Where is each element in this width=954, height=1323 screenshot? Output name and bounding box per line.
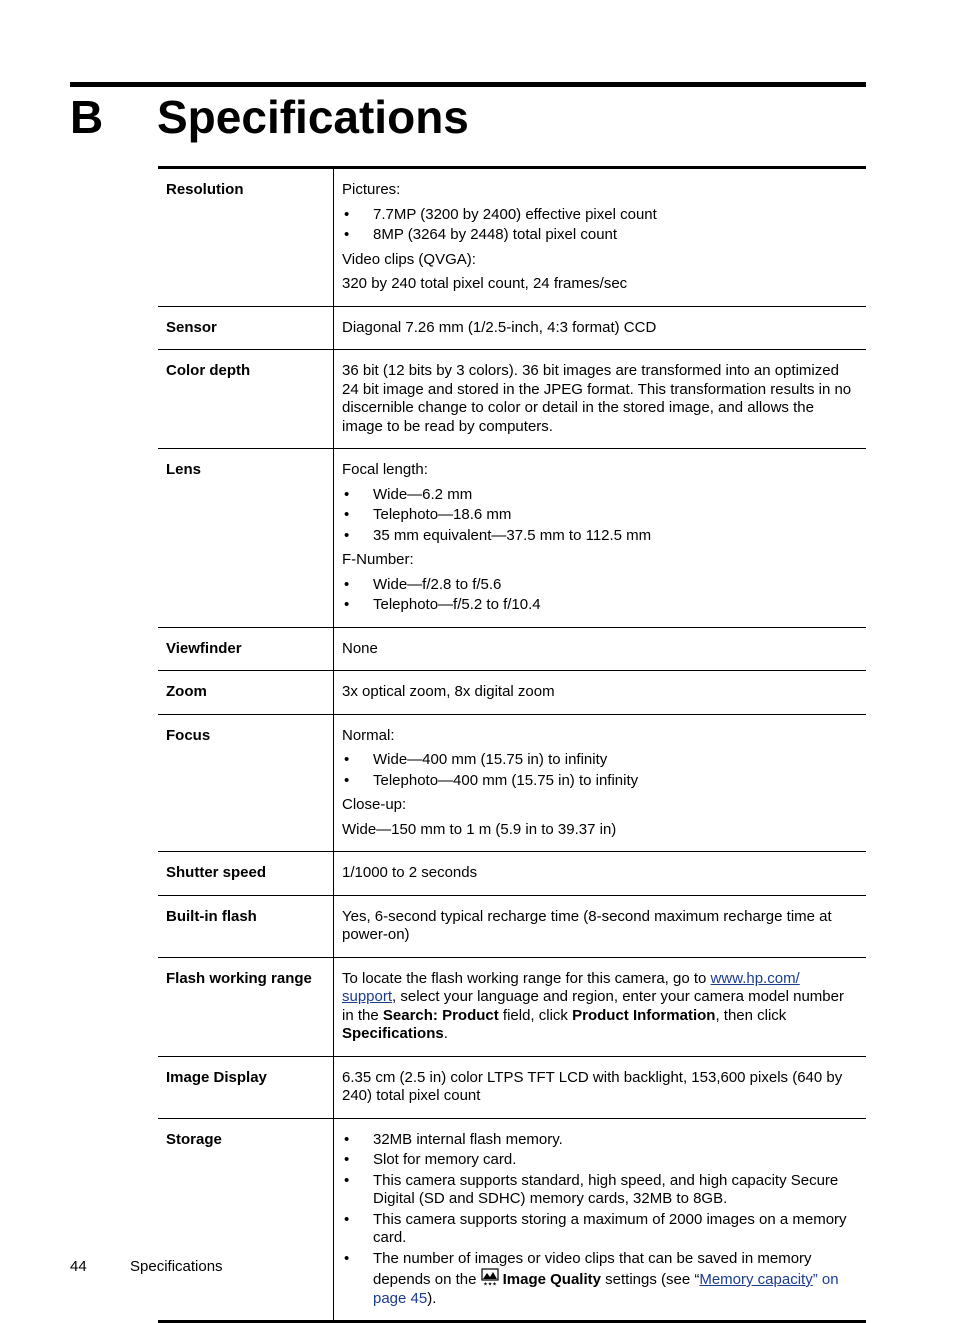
spec-row-color-depth	[158, 349, 866, 448]
text-run: ).	[427, 1289, 437, 1307]
specifications-table	[158, 166, 866, 1323]
spec-row-lens	[158, 448, 866, 627]
text-run: To locate the flash working range for this camera, go to	[342, 969, 711, 987]
text-run: settings (see “	[600, 1271, 700, 1288]
spec-value	[334, 628, 866, 671]
list-item	[342, 1250, 858, 1309]
spec-label: Image Display	[158, 1057, 334, 1118]
search-product-field-name: Search: Product	[382, 1006, 499, 1024]
link-part: www.hp.com/	[710, 969, 800, 987]
image-quality-icon	[481, 1268, 499, 1286]
text-run: , select your language and region, enter your camera model number in the	[342, 988, 844, 1024]
video-detail: 320 by 240 total pixel count, 24 frames/sec	[342, 275, 628, 292]
list-item: • Wide—f/2.8 to f/5.6	[342, 576, 858, 595]
flash-value: Yes, 6-second typical recharge time (8-second maximum recharge time at power-on)	[342, 907, 832, 943]
text-run: field, click	[498, 1006, 573, 1024]
spec-label: Lens	[158, 449, 334, 627]
focal-list	[342, 486, 858, 546]
spec-value	[334, 307, 866, 350]
link-part: support	[342, 988, 393, 1005]
closeup-detail: Wide—150 mm to 1 m (5.9 in to 39.37 in)	[342, 820, 617, 838]
spec-label: Sensor	[158, 307, 334, 350]
image-display-value: 6.35 cm (2.5 in) color LTPS TFT LCD with backlight, 153,600 pixels (640 by 240) total pixel count	[342, 1068, 843, 1104]
spec-row-sensor	[158, 306, 866, 350]
image-quality-name: Image Quality	[502, 1271, 601, 1288]
normal-list	[342, 751, 858, 790]
normal-heading: Normal:	[342, 726, 395, 744]
spec-value	[334, 449, 866, 627]
text-run: The number of images or video clips that can be saved in memory depends on the	[373, 1249, 812, 1288]
spec-row-focus	[158, 714, 866, 852]
spec-label: Viewfinder	[158, 628, 334, 671]
spec-value	[334, 896, 866, 957]
list-item: • Wide—6.2 mm	[342, 486, 858, 505]
spec-row-zoom	[158, 670, 866, 714]
list-item: • Wide—400 mm (15.75 in) to infinity	[342, 751, 858, 770]
spec-value	[334, 715, 866, 852]
fnumber-heading: F-Number:	[342, 551, 414, 568]
product-information-name: Product Information	[572, 1006, 716, 1024]
spec-row-resolution	[158, 169, 866, 306]
text-run: .	[443, 1025, 448, 1042]
spec-value	[334, 852, 866, 895]
spec-label: Built-in flash	[158, 896, 334, 957]
chapter-top-rule	[70, 82, 866, 87]
video-heading: Video clips (QVGA):	[342, 250, 476, 268]
focal-heading: Focal length:	[342, 461, 428, 478]
spec-label: Storage	[158, 1119, 334, 1321]
shutter-value: 1/1000 to 2 seconds	[342, 864, 478, 881]
viewfinder-value: None	[342, 639, 378, 657]
page-reference[interactable]: ” on page 45	[373, 1271, 839, 1307]
list-item: • Telephoto—f/5.2 to f/10.4	[342, 596, 858, 615]
pictures-heading: Pictures:	[342, 181, 401, 198]
list-item: • Telephoto—18.6 mm	[342, 506, 858, 525]
storage-list	[342, 1131, 858, 1309]
footer-section-title: Specifications	[130, 1258, 223, 1275]
memory-capacity-link[interactable]: Memory capacity	[699, 1271, 813, 1288]
list-item: • This camera supports storing a maximum of 2000 images on a memory card.	[342, 1211, 858, 1248]
closeup-heading: Close-up:	[342, 796, 407, 813]
spec-row-storage	[158, 1118, 866, 1321]
spec-row-image-display	[158, 1056, 866, 1118]
list-item: • 32MB internal flash memory.	[342, 1131, 858, 1150]
spec-value	[334, 958, 866, 1056]
chapter-title: Specifications	[157, 91, 469, 143]
spec-row-shutter-speed	[158, 851, 866, 895]
spec-value	[334, 1119, 866, 1321]
text-run: , then click	[715, 1006, 787, 1024]
list-item: • This camera supports standard, high speed, and high capacity Secure Digital (SD and SDHC) memory cards, 32MB to 8GB.	[342, 1172, 858, 1209]
pictures-list	[342, 206, 858, 245]
chapter-letter: B	[70, 91, 104, 143]
list-item: • 7.7MP (3200 by 2400) effective pixel count	[342, 206, 858, 225]
list-item: • Slot for memory card.	[342, 1151, 858, 1170]
zoom-value: 3x optical zoom, 8x digital zoom	[342, 683, 555, 700]
specifications-name: Specifications	[342, 1025, 444, 1042]
spec-value	[334, 671, 866, 714]
color-depth-value: 36 bit (12 bits by 3 colors). 36 bit images are transformed into an optimized 24 bit image and stored in the JPEG format. This transformation results in no discernible change to color or detail in the stored image, and allows the image to be read by computers.	[342, 362, 852, 435]
spec-row-viewfinder	[158, 627, 866, 671]
svg-text:★★★: ★★★	[482, 1281, 497, 1286]
spec-label: Flash working range	[158, 958, 334, 1056]
spec-label: Shutter speed	[158, 852, 334, 895]
list-item: • Telephoto—400 mm (15.75 in) to infinity	[342, 772, 858, 791]
list-item: • 35 mm equivalent—37.5 mm to 112.5 mm	[342, 527, 858, 546]
fnumber-list	[342, 576, 858, 615]
spec-value	[334, 169, 866, 306]
sensor-value: Diagonal 7.26 mm (1/2.5-inch, 4:3 format) CCD	[342, 318, 657, 336]
spec-value	[334, 1057, 866, 1118]
spec-label: Resolution	[158, 169, 334, 306]
spec-label: Focus	[158, 715, 334, 852]
flash-range-text	[342, 970, 858, 1044]
spec-label: Zoom	[158, 671, 334, 714]
spec-value	[334, 350, 866, 448]
spec-row-flash-working-range	[158, 957, 866, 1056]
spec-label: Color depth	[158, 350, 334, 448]
page-number: 44	[70, 1258, 87, 1275]
list-item: • 8MP (3264 by 2448) total pixel count	[342, 226, 858, 245]
spec-row-built-in-flash	[158, 895, 866, 957]
